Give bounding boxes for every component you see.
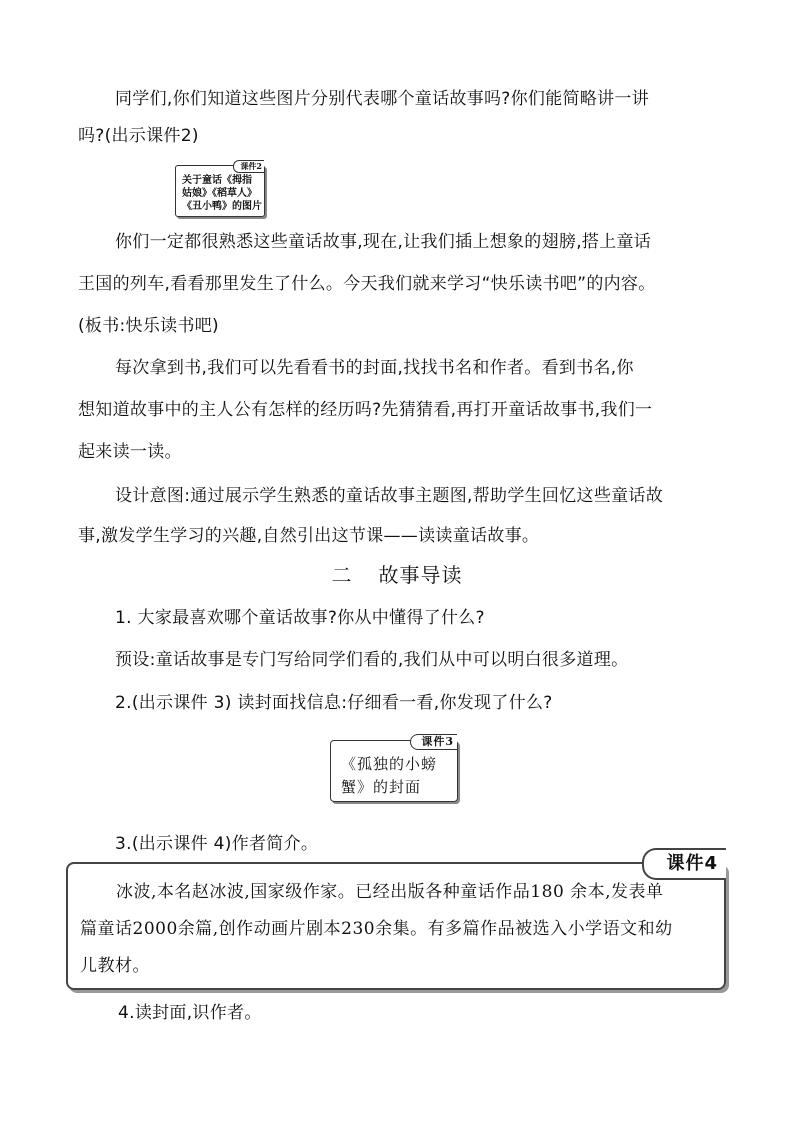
para3-line-1: 每次拿到书,我们可以先看看书的封面,找找书名和作者。看到书名,你 — [115, 358, 634, 378]
para3-line-3: 起来读一读。 — [78, 442, 182, 462]
slide-2-line-1: 关于童话《拇指 — [182, 175, 252, 186]
slide-2-tag: 课件2 — [233, 160, 264, 173]
question-2: 2.(出示课件 3) 读封面找信息:仔细看一看,你发现了什么? — [115, 693, 553, 713]
slide-4-callout — [66, 853, 726, 990]
slide-4-line-2: 篇童话2000余篇,创作动画片剧本230余集。有多篇作品被选入小学语文和幼 — [80, 919, 673, 939]
slide-3-line-2: 蟹》的封面 — [341, 778, 422, 796]
para2-line-1: 你们一定都很熟悉这些童话故事,现在,让我们插上想象的翅膀,搭上童话 — [115, 232, 652, 252]
slide-2-line-2: 姑娘》《稻草人》 — [182, 188, 257, 199]
question-4: 4.读封面,识作者。 — [118, 1003, 262, 1023]
intro-line-2: 吗?(出示课件2) — [78, 126, 199, 146]
para2-line-2: 王国的列车,看看那里发生了什么。今天我们就来学习“快乐读书吧”的内容。 — [78, 274, 656, 294]
slide-2-line-3: 《丑小鸭》的图片 — [182, 201, 262, 212]
slide-3-callout — [330, 735, 458, 802]
slide-4-line-3: 儿教材。 — [80, 956, 150, 976]
slide-3-line-1: 《孤独的小螃 — [341, 755, 438, 773]
question-1: 1. 大家最喜欢哪个童话故事?你从中懂得了什么? — [115, 608, 485, 628]
slide-4-tag: 课件4 — [642, 848, 726, 880]
slide-2-callout — [175, 161, 265, 217]
slide-3-tag: 课件3 — [410, 734, 457, 750]
para2-line-3: (板书:快乐读书吧) — [78, 316, 219, 336]
design-line-2: 事,激发学生学习的兴趣,自然引出这节课——读读童话故事。 — [78, 526, 540, 546]
para3-line-2: 想知道故事中的主人公有怎样的经历吗?先猜猜看,再打开童话故事书,我们一 — [78, 400, 653, 420]
question-3: 3.(出示课件 4)作者简介。 — [115, 834, 319, 854]
design-line-1: 设计意图:通过展示学生熟悉的童话故事主题图,帮助学生回忆这些童话故 — [115, 486, 664, 506]
intro-line-1: 同学们,你们知道这些图片分别代表哪个童话故事吗?你们能简略讲一讲 — [115, 89, 650, 109]
section-title: 故事导读 — [378, 563, 463, 587]
section-heading — [0, 560, 794, 590]
preset-answer: 预设:童话故事是专门写给同学们看的,我们从中可以明白很多道理。 — [115, 650, 629, 670]
section-number: 二 — [331, 563, 353, 587]
slide-4-line-1: 冰波,本名赵冰波,国家级作家。已经出版各种童话作品180 余本,发表单 — [116, 882, 664, 902]
slide-4-text — [80, 874, 720, 985]
